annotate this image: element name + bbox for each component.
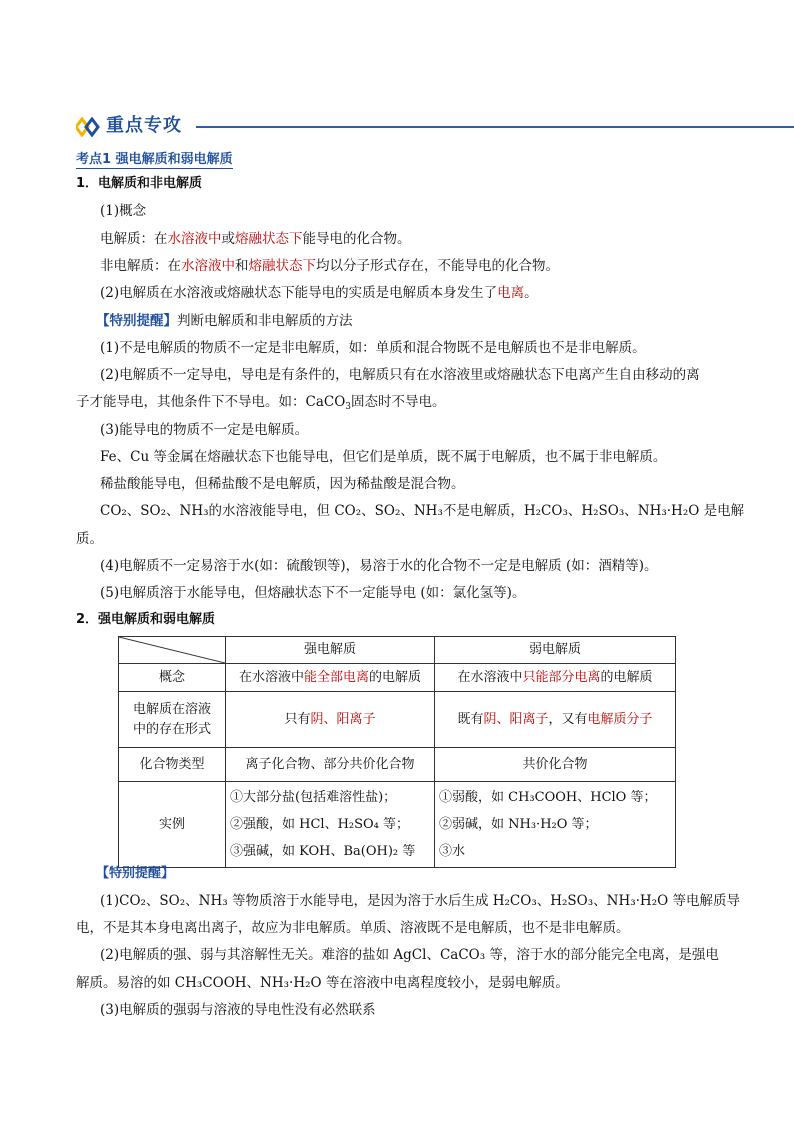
para-electrolyte: 电解质：在水溶液中或熔融状态下能导电的化合物。 [100, 231, 411, 247]
row-example-weak: ①弱酸，如 CH₃COOH、HClO 等； ②弱碱，如 NH₃·H₂O 等； ③水 [435, 782, 676, 868]
heading-1: 1．电解质和非电解质 [76, 176, 203, 191]
tip-1-item-5: 稀盐酸能导电，但稀盐酸不是电解质，因为稀盐酸是混合物。 [100, 476, 465, 492]
row-example-label: 实例 [119, 782, 226, 868]
tip-1-item-6b: 质。 [76, 531, 103, 547]
tip-1-item-8: (5)电解质溶于水能导电，但熔融状态下不一定能导电 (如：氯化氢等)。 [100, 585, 526, 601]
header-strong: 强电解质 [226, 637, 435, 664]
tip-1-item-1: (1)不是电解质的物质不一定是非电解质，如：单质和混合物既不是电解质也不是非电解质。 [100, 340, 646, 356]
row-form-label: 电解质在溶液 中的存在形式 [119, 692, 226, 748]
tip-2-item-1b: 电，不是其本身电离出离子，故应为非电解质。单质、溶液既不是电解质，也不是非电解质。 [76, 920, 630, 936]
header-weak: 弱电解质 [435, 637, 676, 664]
diagonal-header-cell [119, 637, 226, 664]
row-concept-strong: 在水溶液中能全部电离的电解质 [226, 664, 435, 692]
row-form-weak: 既有阴、阳离子，又有电解质分子 [435, 692, 676, 748]
comparison-table [118, 636, 676, 868]
row-form-strong: 只有阴、阳离子 [226, 692, 435, 748]
row-type-strong: 离子化合物、部分共价化合物 [226, 748, 435, 782]
para-essence: (2)电解质在水溶液或熔融状态下能导电的实质是电解质本身发生了电离。 [100, 285, 538, 301]
tip-2-item-1a: (1)CO₂、SO₂、NH₃ 等物质溶于水能导电，是因为溶于水后生成 H₂CO₃、H₂SO₃、NH₃·H₂O 等电解质导 [100, 893, 740, 909]
tip-1-item-2b: 子才能导电，其他条件下不导电。如：CaCO$_3$固态时不导电。 [76, 394, 446, 412]
tip-2-item-2b: 解质。易溶的如 CH₃COOH、NH₃·H₂O 等在溶液中电离程度较小，是弱电解质。 [76, 975, 569, 991]
row-example-strong: ①大部分盐(包括难溶性盐)； ②强酸，如 HCl、H₂SO₄ 等； ③强碱，如 KOH、Ba(OH)₂ 等 [226, 782, 435, 868]
double-diamond-icon [76, 117, 102, 137]
tip-1-item-4: Fe、Cu 等金属在熔融状态下也能导电，但它们是单质，既不属于电解质，也不属于非电解质。 [100, 449, 667, 465]
row-type-label: 化合物类型 [119, 748, 226, 782]
banner-title: 重点专攻 [106, 115, 182, 136]
tip-1-item-2a: (2)电解质不一定导电，导电是有条件的，电解质只有在水溶液里或熔融状态下电离产生自由移动的离 [100, 367, 700, 383]
section-banner [76, 114, 720, 140]
tip-2-label: 【特别提醒】 [96, 866, 175, 881]
banner-rule [196, 126, 794, 128]
tip-1-item-6a: CO₂、SO₂、NH₃的水溶液能导电，但 CO₂、SO₂、NH₃不是电解质，H₂CO₃、H₂SO₃、NH₃·H₂O 是电解 [100, 503, 745, 519]
tip-1-item-3: (3)能导电的物质不一定是电解质。 [100, 422, 309, 438]
heading-2: 2．强电解质和弱电解质 [76, 612, 216, 627]
tip-1-item-7: (4)电解质不一定易溶于水(如：硫酸钡等)，易溶于水的化合物不一定是电解质 (如：酒精等)。 [100, 558, 658, 574]
para-nonelectrolyte: 非电解质：在水溶液中和熔融状态下均以分子形式存在，不能导电的化合物。 [100, 258, 559, 274]
para-concept: (1)概念 [100, 203, 147, 219]
tip-2-item-2a: (2)电解质的强、弱与其溶解性无关。难溶的盐如 AgCl、CaCO₃ 等，溶于水的部分能完全电离，是强电 [100, 947, 719, 963]
tip-2-item-3: (3)电解质的强弱与溶液的导电性没有必然联系 [100, 1002, 376, 1018]
kaodian-label: 考点1 强电解质和弱电解质 [76, 148, 233, 169]
row-type-weak: 共价化合物 [435, 748, 676, 782]
tip-1: 【特别提醒】判断电解质和非电解质的方法 [96, 313, 353, 329]
row-concept-label: 概念 [119, 664, 226, 692]
row-concept-weak: 在水溶液中只能部分电离的电解质 [435, 664, 676, 692]
